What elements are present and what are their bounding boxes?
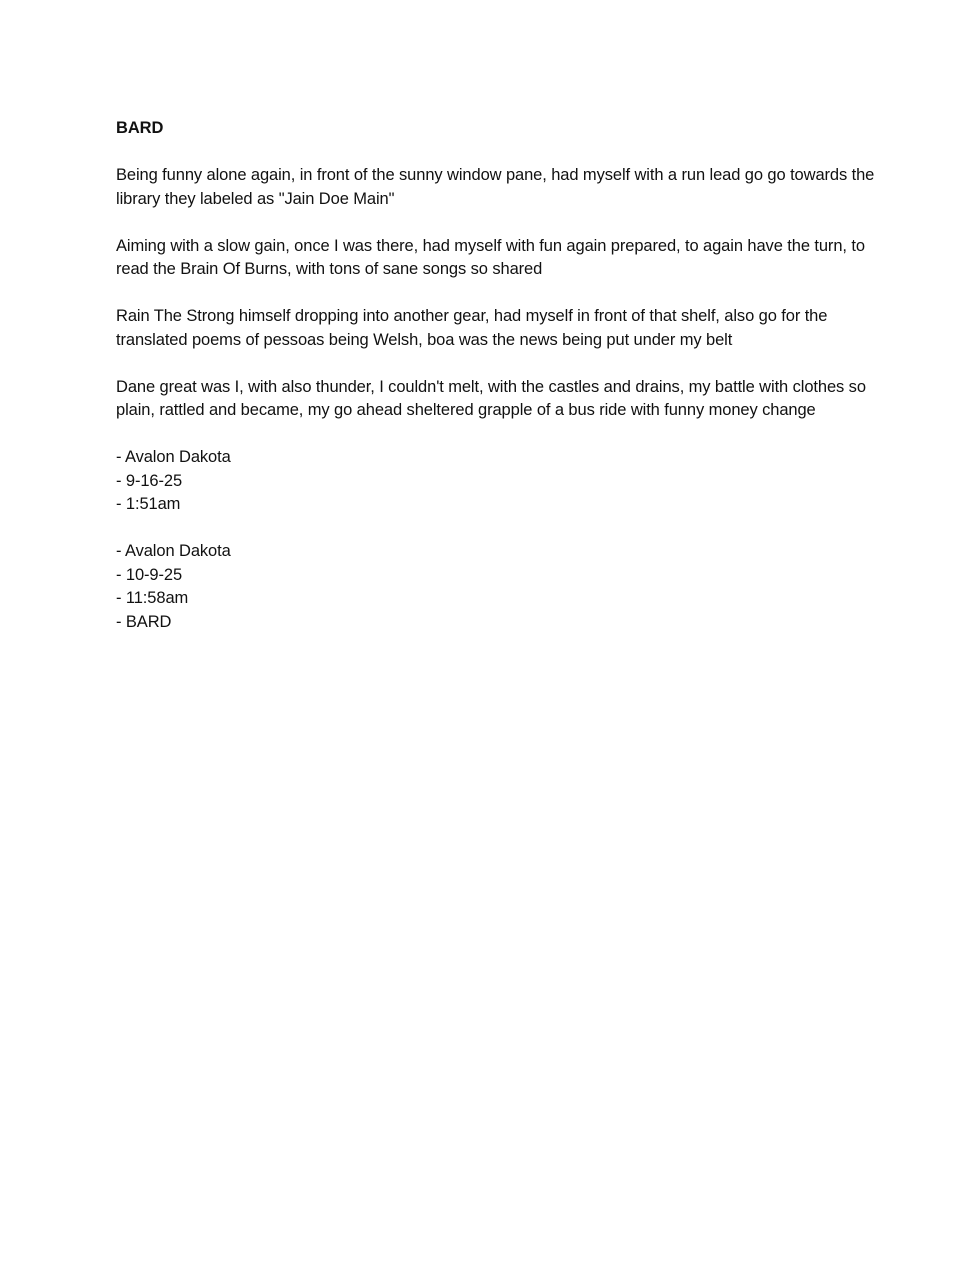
signature-time: - 1:51am	[116, 495, 181, 513]
poem-stanza-3: Rain The Strong himself dropping into another gear, had myself in front of that shelf, also go for the translated poems of pessoas being Welsh, boa was the news being put under my belt	[116, 307, 828, 349]
poem-stanza-4: Dane great was I, with also thunder, I couldn't melt, with the castles and drains, my battle with clothes so plain, rattled and became, my go ahead sheltered grapple of a bus ride with funny money change	[116, 377, 866, 419]
poem-title: BARD	[116, 119, 164, 137]
poem-stanza-2: Aiming with a slow gain, once I was there, had myself with fun again prepared, to again have the turn, to read the Brain Of Burns, with tons of sane songs so shared	[116, 236, 865, 278]
signature-block-2	[116, 540, 876, 634]
signature-block-1	[116, 446, 876, 517]
poem-stanza-1: Being funny alone again, in front of the sunny window pane, had myself with a run lead go go towards the library they labeled as "Jain Doe Main"	[116, 166, 875, 208]
signature-date: - 10-9-25	[116, 565, 183, 584]
document-body	[116, 117, 876, 658]
signature-date: - 9-16-25	[116, 471, 183, 490]
signature-title: - BARD	[116, 612, 172, 631]
signature-time: - 11:58am	[116, 589, 189, 607]
signature-author: - Avalon Dakota	[116, 542, 231, 560]
signature-author: - Avalon Dakota	[116, 448, 231, 466]
